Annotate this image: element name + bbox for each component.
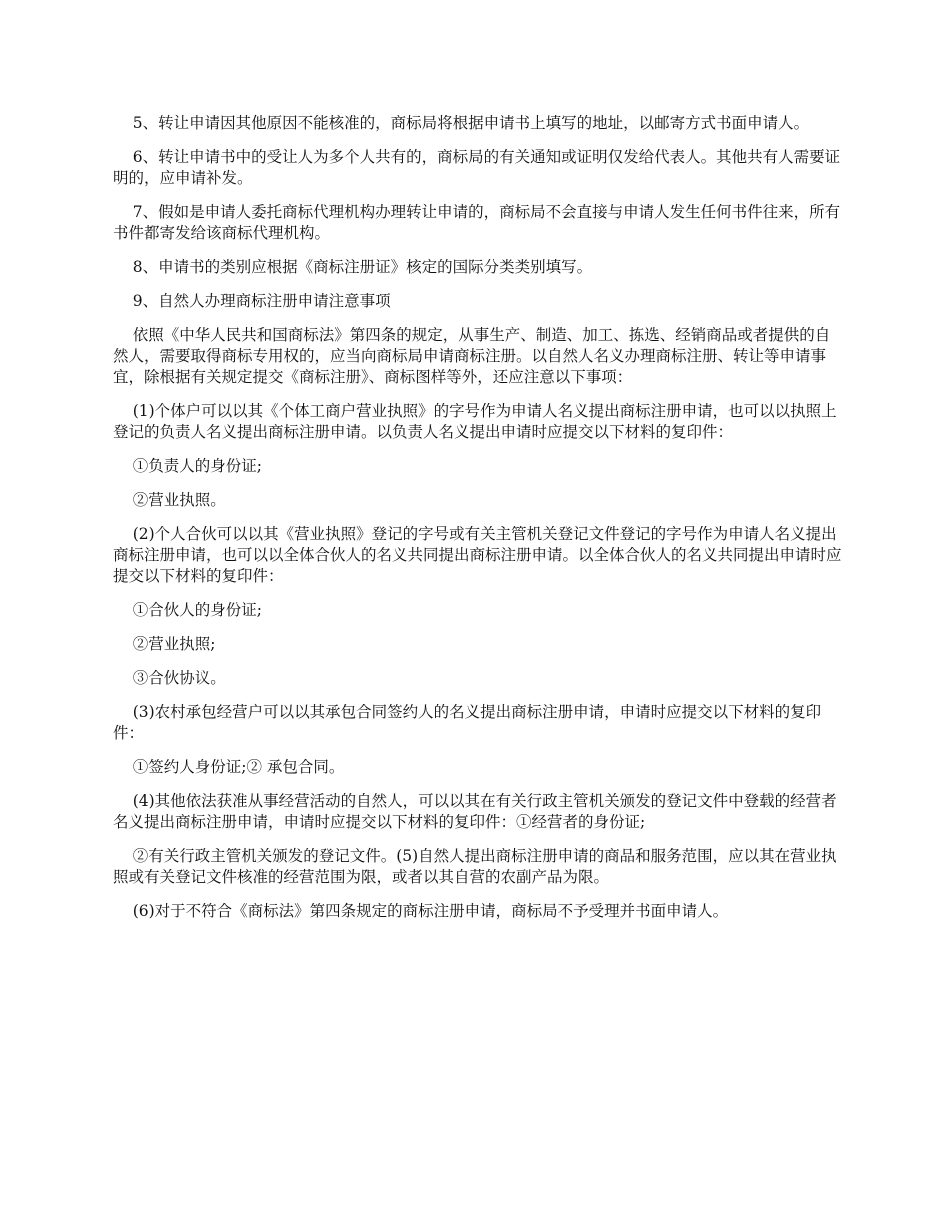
document-page	[113, 113, 843, 935]
paragraph-item-3: (3)农村承包经营户可以以其承包合同签约人的名义提出商标注册申请，申请时应提交以下材料的复印件：	[113, 703, 822, 742]
paragraph-item-1: (1)个体户可以以其《个体工商户营业执照》的字号作为申请人名义提出商标注册申请，也可以以执照上登记的负责人名义提出商标注册申请。以负责人名义提出申请时应提交以下材料的复印件：	[113, 402, 837, 441]
paragraph-item-2-license: ②营业执照;	[132, 635, 216, 653]
paragraph-5: 5、转让申请因其他原因不能核准的，商标局将根据申请书上填写的地址，以邮寄方式书面申请人。	[132, 114, 810, 132]
paragraph-9-heading: 9、自然人办理商标注册申请注意事项	[132, 292, 391, 310]
paragraph-item-4: (4)其他依法获准从事经营活动的自然人，可以以其在有关行政主管机关颁发的登记文件中登载的经营者名义提出商标注册申请，申请时应提交以下材料的复印件：①经营者的身份证;	[113, 792, 837, 831]
paragraph-item-4-5: ②有关行政主管机关颁发的登记文件。(5)自然人提出商标注册申请的商品和服务范围，应以其在营业执照或有关登记文件核准的经营范围为限，或者以其自营的农副产品为限。	[113, 847, 837, 886]
paragraph-item-2-agreement: ③合伙协议。	[132, 669, 226, 687]
paragraph-item-6: (6)对于不符合《商标法》第四条规定的商标注册申请，商标局不予受理并书面申请人。	[132, 902, 729, 920]
paragraph-6: 6、转让申请书中的受让人为多个人共有的，商标局的有关通知或证明仅发给代表人。其他共有人需要证明的，应申请补发。	[113, 148, 841, 187]
paragraph-item-1-id: ①负责人的身份证;	[132, 457, 262, 475]
paragraph-item-2-id: ①合伙人的身份证;	[132, 601, 262, 619]
paragraph-7: 7、假如是申请人委托商标代理机构办理转让申请的，商标局不会直接与申请人发生任何书件往来，所有书件都寄发给该商标代理机构。	[113, 203, 841, 242]
paragraph-item-3-docs: ①签约人身份证;② 承包合同。	[132, 758, 345, 776]
paragraph-item-2: (2)个人合伙可以以其《营业执照》登记的字号或有关主管机关登记文件登记的字号作为申请人名义提出商标注册申请，也可以以全体合伙人的名义共同提出商标注册申请。以全体合伙人的名义共同提出申请时应提交以下材料的复印件：	[113, 525, 842, 585]
paragraph-item-1-license: ②营业执照。	[132, 491, 226, 509]
paragraph-8: 8、申请书的类别应根据《商标注册证》核定的国际分类类别填写。	[132, 258, 593, 276]
paragraph-intro: 依照《中华人民共和国商标法》第四条的规定，从事生产、制造、加工、拣选、经销商品或者提供的自然人，需要取得商标专用权的，应当向商标局申请商标注册。以自然人名义办理商标注册、转让等申请事宜，除根据有关规定提交《商标注册》、商标图样等外，还应注意以下事项：	[113, 326, 831, 386]
